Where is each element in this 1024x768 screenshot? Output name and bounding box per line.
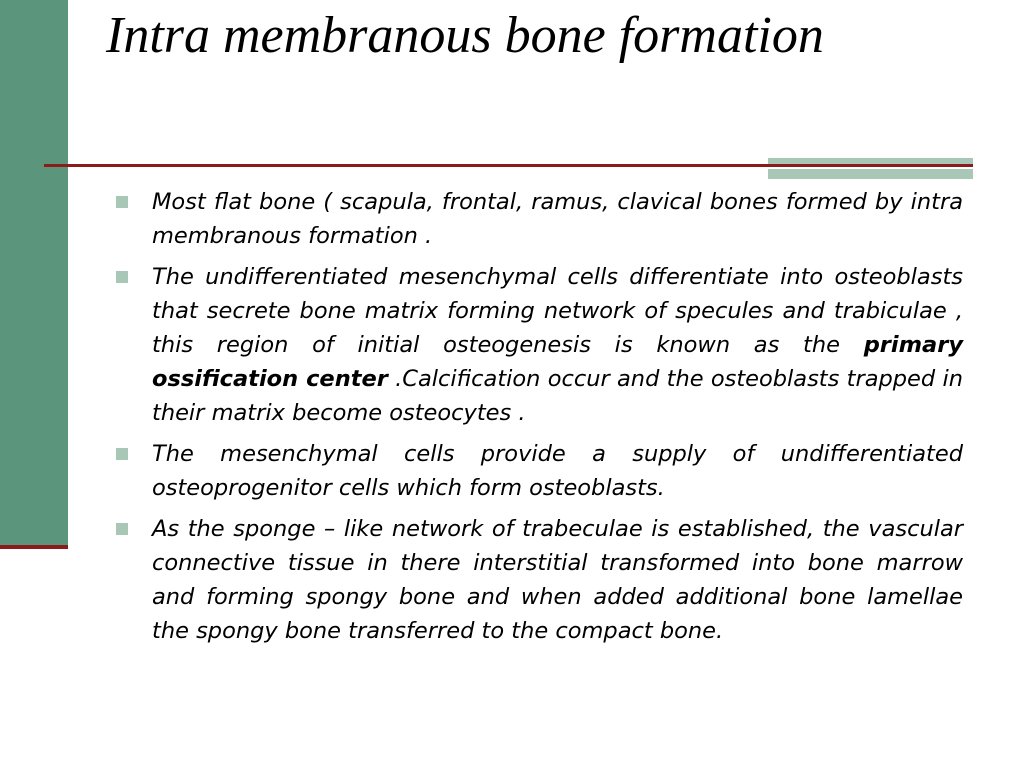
bullet-text-part: The undifferentiated mesenchymal cells differentiate into osteoblasts that secrete bone matrix forming network of specules and trabiculae , this region of initial osteogenesis is known as the — [152, 264, 963, 358]
bullet-item — [0, 260, 1024, 430]
key-term: primary ossification center — [152, 332, 963, 392]
bullet-item — [0, 512, 1024, 648]
square-bullet-icon — [116, 523, 128, 535]
bullet-item — [0, 185, 1024, 253]
bullet-item — [0, 437, 1024, 505]
bullet-text: As the sponge – like network of trabeculae is established, the vascular connective tissue in there interstitial transformed into bone marrow and forming spongy bone and when added additional bone lamellae the spongy bone transferred to the compact bone. — [152, 516, 963, 644]
square-bullet-icon — [116, 271, 128, 283]
square-bullet-icon — [116, 196, 128, 208]
title-divider-accent — [768, 158, 973, 179]
bullet-text — [152, 260, 963, 430]
slide-title: Intra membranous bone formation — [106, 7, 824, 64]
bullet-list — [0, 185, 1024, 655]
bullet-text: The mesenchymal cells provide a supply of undifferentiated osteoprogenitor cells which form osteoblasts. — [152, 441, 963, 501]
square-bullet-icon — [116, 448, 128, 460]
bullet-text-part: .Calcification occur and the osteoblasts trapped in their matrix become osteocytes . — [152, 366, 963, 426]
bullet-text: Most flat bone ( scapula, frontal, ramus, clavical bones formed by intra membranous formation . — [152, 189, 963, 249]
